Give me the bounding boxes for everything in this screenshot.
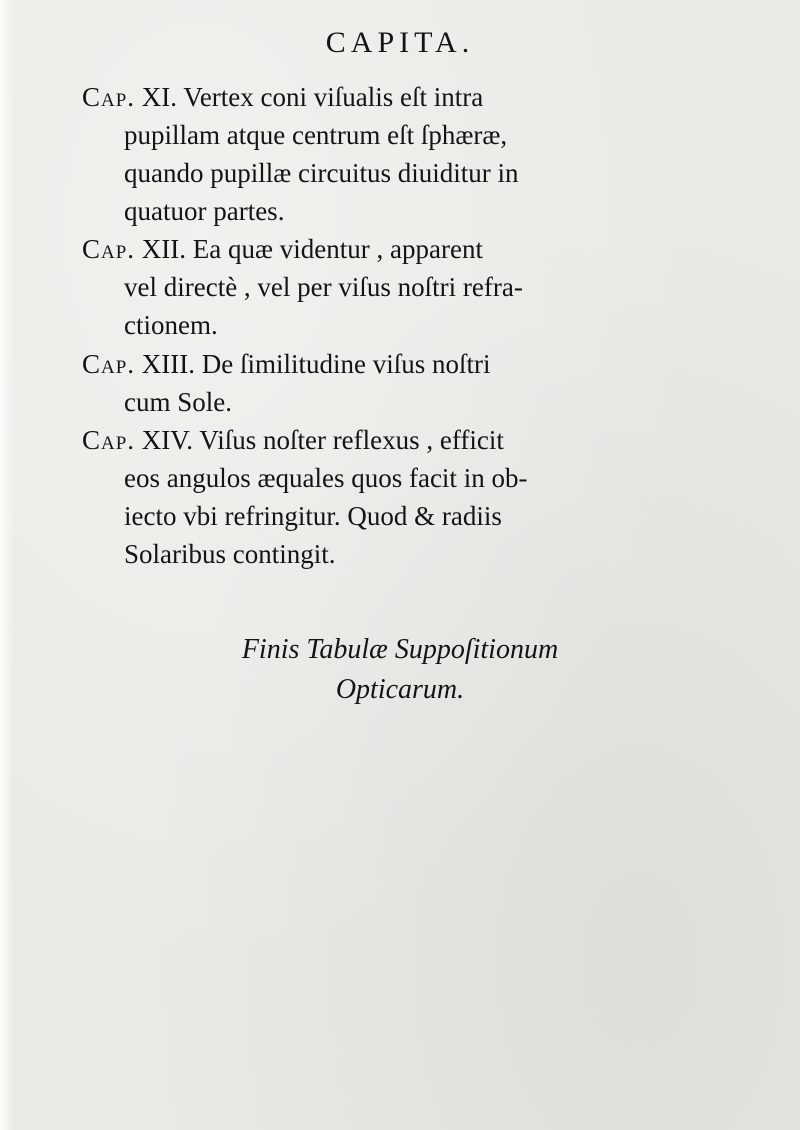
entry-text-line: Solaribus contingit. [124,539,336,569]
entry-text-line: De ſimilitudine viſus noſtri [201,349,491,379]
entry-text-line: ctionem. [124,310,218,340]
entry-first-line [82,345,491,383]
cap-label: Cap. [82,349,136,379]
entry-text-line: iecto vbi refringitur. Quod & radiis [124,501,502,531]
cap-label: Cap. [82,82,136,112]
entry-text-line: pupillam atque centrum eſt ſphæræ, [124,120,508,150]
closing-note-line-2: Opticarum. [335,674,465,705]
entry-first-line [82,78,483,116]
entry-first-line [82,421,504,459]
entry-text-line: Ea quæ videntur , apparent [192,234,483,264]
entry-text-line: Vertex coni viſualis eſt intra [183,82,484,112]
page-edge [0,0,14,1130]
chapter-number: XII. [141,234,187,264]
cap-label: Cap. [82,425,136,455]
closing-note-line-1: Finis Tabulæ Suppoſitionum [241,634,559,665]
entry-text-line: quatuor partes. [124,196,285,226]
entry-text-line: Viſus noſter reflexus , efficit [199,425,504,455]
cap-label: Cap. [82,234,136,264]
entry-first-line [82,230,483,268]
entry-text-line: quando pupillæ circuitus diuiditur in [124,158,519,188]
page-heading: CAPITA. [325,26,475,59]
entry-text-line: vel directè , vel per viſus noſtri refra- [124,272,523,302]
chapter-number: XIV. [141,425,194,455]
entry-text-line: eos angulos æquales quos facit in ob- [124,463,528,493]
chapter-number: XIII. [141,349,196,379]
entry-text-line: cum Sole. [124,387,232,417]
chapter-number: XI. [141,82,178,112]
